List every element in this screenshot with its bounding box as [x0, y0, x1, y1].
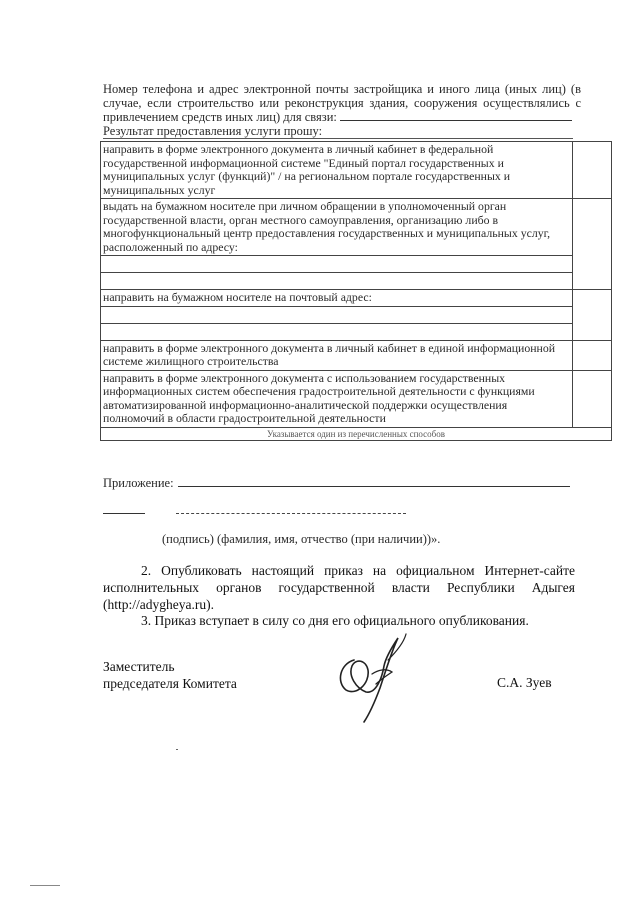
contact-info-blank-line — [340, 111, 572, 121]
table-row — [101, 273, 612, 290]
table-row — [101, 290, 612, 307]
method-checkbox-cell[interactable] — [573, 290, 612, 341]
table-row — [101, 323, 612, 340]
table-row — [101, 142, 612, 199]
footer-mark — [30, 884, 60, 886]
table-row — [101, 199, 612, 256]
address-blank-row[interactable] — [101, 273, 573, 290]
contact-info-paragraph — [103, 82, 581, 124]
table-row — [101, 306, 612, 323]
scan-speck — [176, 749, 178, 750]
appendix-field — [103, 476, 570, 491]
address-blank-row[interactable] — [101, 256, 573, 273]
method-checkbox-cell[interactable] — [573, 199, 612, 290]
method-option-housing-system: направить в форме электронного документа в личный кабинет в единой информационной системе жилищного строительства — [101, 340, 573, 370]
method-checkbox-cell[interactable] — [573, 340, 612, 370]
full-name-blank-line[interactable] — [176, 512, 406, 514]
postal-address-blank-row[interactable] — [101, 323, 573, 340]
method-checkbox-cell[interactable] — [573, 370, 612, 427]
table-row — [101, 256, 612, 273]
appendix-blank-line[interactable] — [178, 477, 570, 487]
result-method-label: Результат предоставления услуги прошу: — [103, 124, 573, 139]
signature-caption: (подпись) (фамилия, имя, отчество (при наличии))». — [162, 532, 441, 546]
method-option-portal: направить в форме электронного документа в личный кабинет в федеральной государственной информационной системе "Единый портал государственных и муниципальных услуг (функций)" / на региональном портале государственных и муниципальных услуг — [101, 142, 573, 199]
signer-title-line-2: председателя Комитета — [103, 676, 237, 691]
order-item-2: 2. Опубликовать настоящий приказ на официальном Интернет-сайте исполнительных органов государственной власти Республики Адыгея (http://adygheya.ru). — [103, 563, 575, 612]
method-option-in-person: выдать на бумажном носителе при личном обращении в уполномоченный орган государственной власти, орган местного самоуправления, организацию либо в многофункциональный центр предоставления государственных и муниципальных услуг, расположенный по адресу: — [101, 199, 573, 256]
methods-note: Указывается один из перечисленных способов — [101, 427, 612, 440]
result-methods-table — [100, 141, 612, 441]
table-row — [101, 427, 612, 440]
signer-title — [103, 658, 237, 692]
handwritten-signature-icon — [326, 630, 416, 725]
signer-title-line-1: Заместитель — [103, 659, 175, 674]
table-row — [101, 340, 612, 370]
signer-name: С.А. Зуев — [497, 675, 552, 690]
postal-address-blank-row[interactable] — [101, 306, 573, 323]
signature-blank-line[interactable] — [103, 512, 145, 514]
method-option-urban-planning-system: направить в форме электронного документа с использованием государственных информационных систем обеспечения градостроительной деятельности с функциями автоматизированной информационно-аналитической поддержки осуществления полномочий в области градостроительной деятельности — [101, 370, 573, 427]
method-option-post: направить на бумажном носителе на почтовый адрес: — [101, 290, 573, 307]
appendix-label: Приложение: — [103, 476, 174, 490]
method-checkbox-cell[interactable] — [573, 142, 612, 199]
contact-info-text: Номер телефона и адрес электронной почты застройщика и иного лица (иных лиц) (в случае, если строительство или реконструкция здания, сооружения осуществлялись с привлечением средств иных лиц) для связи: — [103, 82, 581, 124]
table-row — [101, 370, 612, 427]
order-item-3: 3. Приказ вступает в силу со дня его официального опубликования. — [141, 613, 529, 628]
